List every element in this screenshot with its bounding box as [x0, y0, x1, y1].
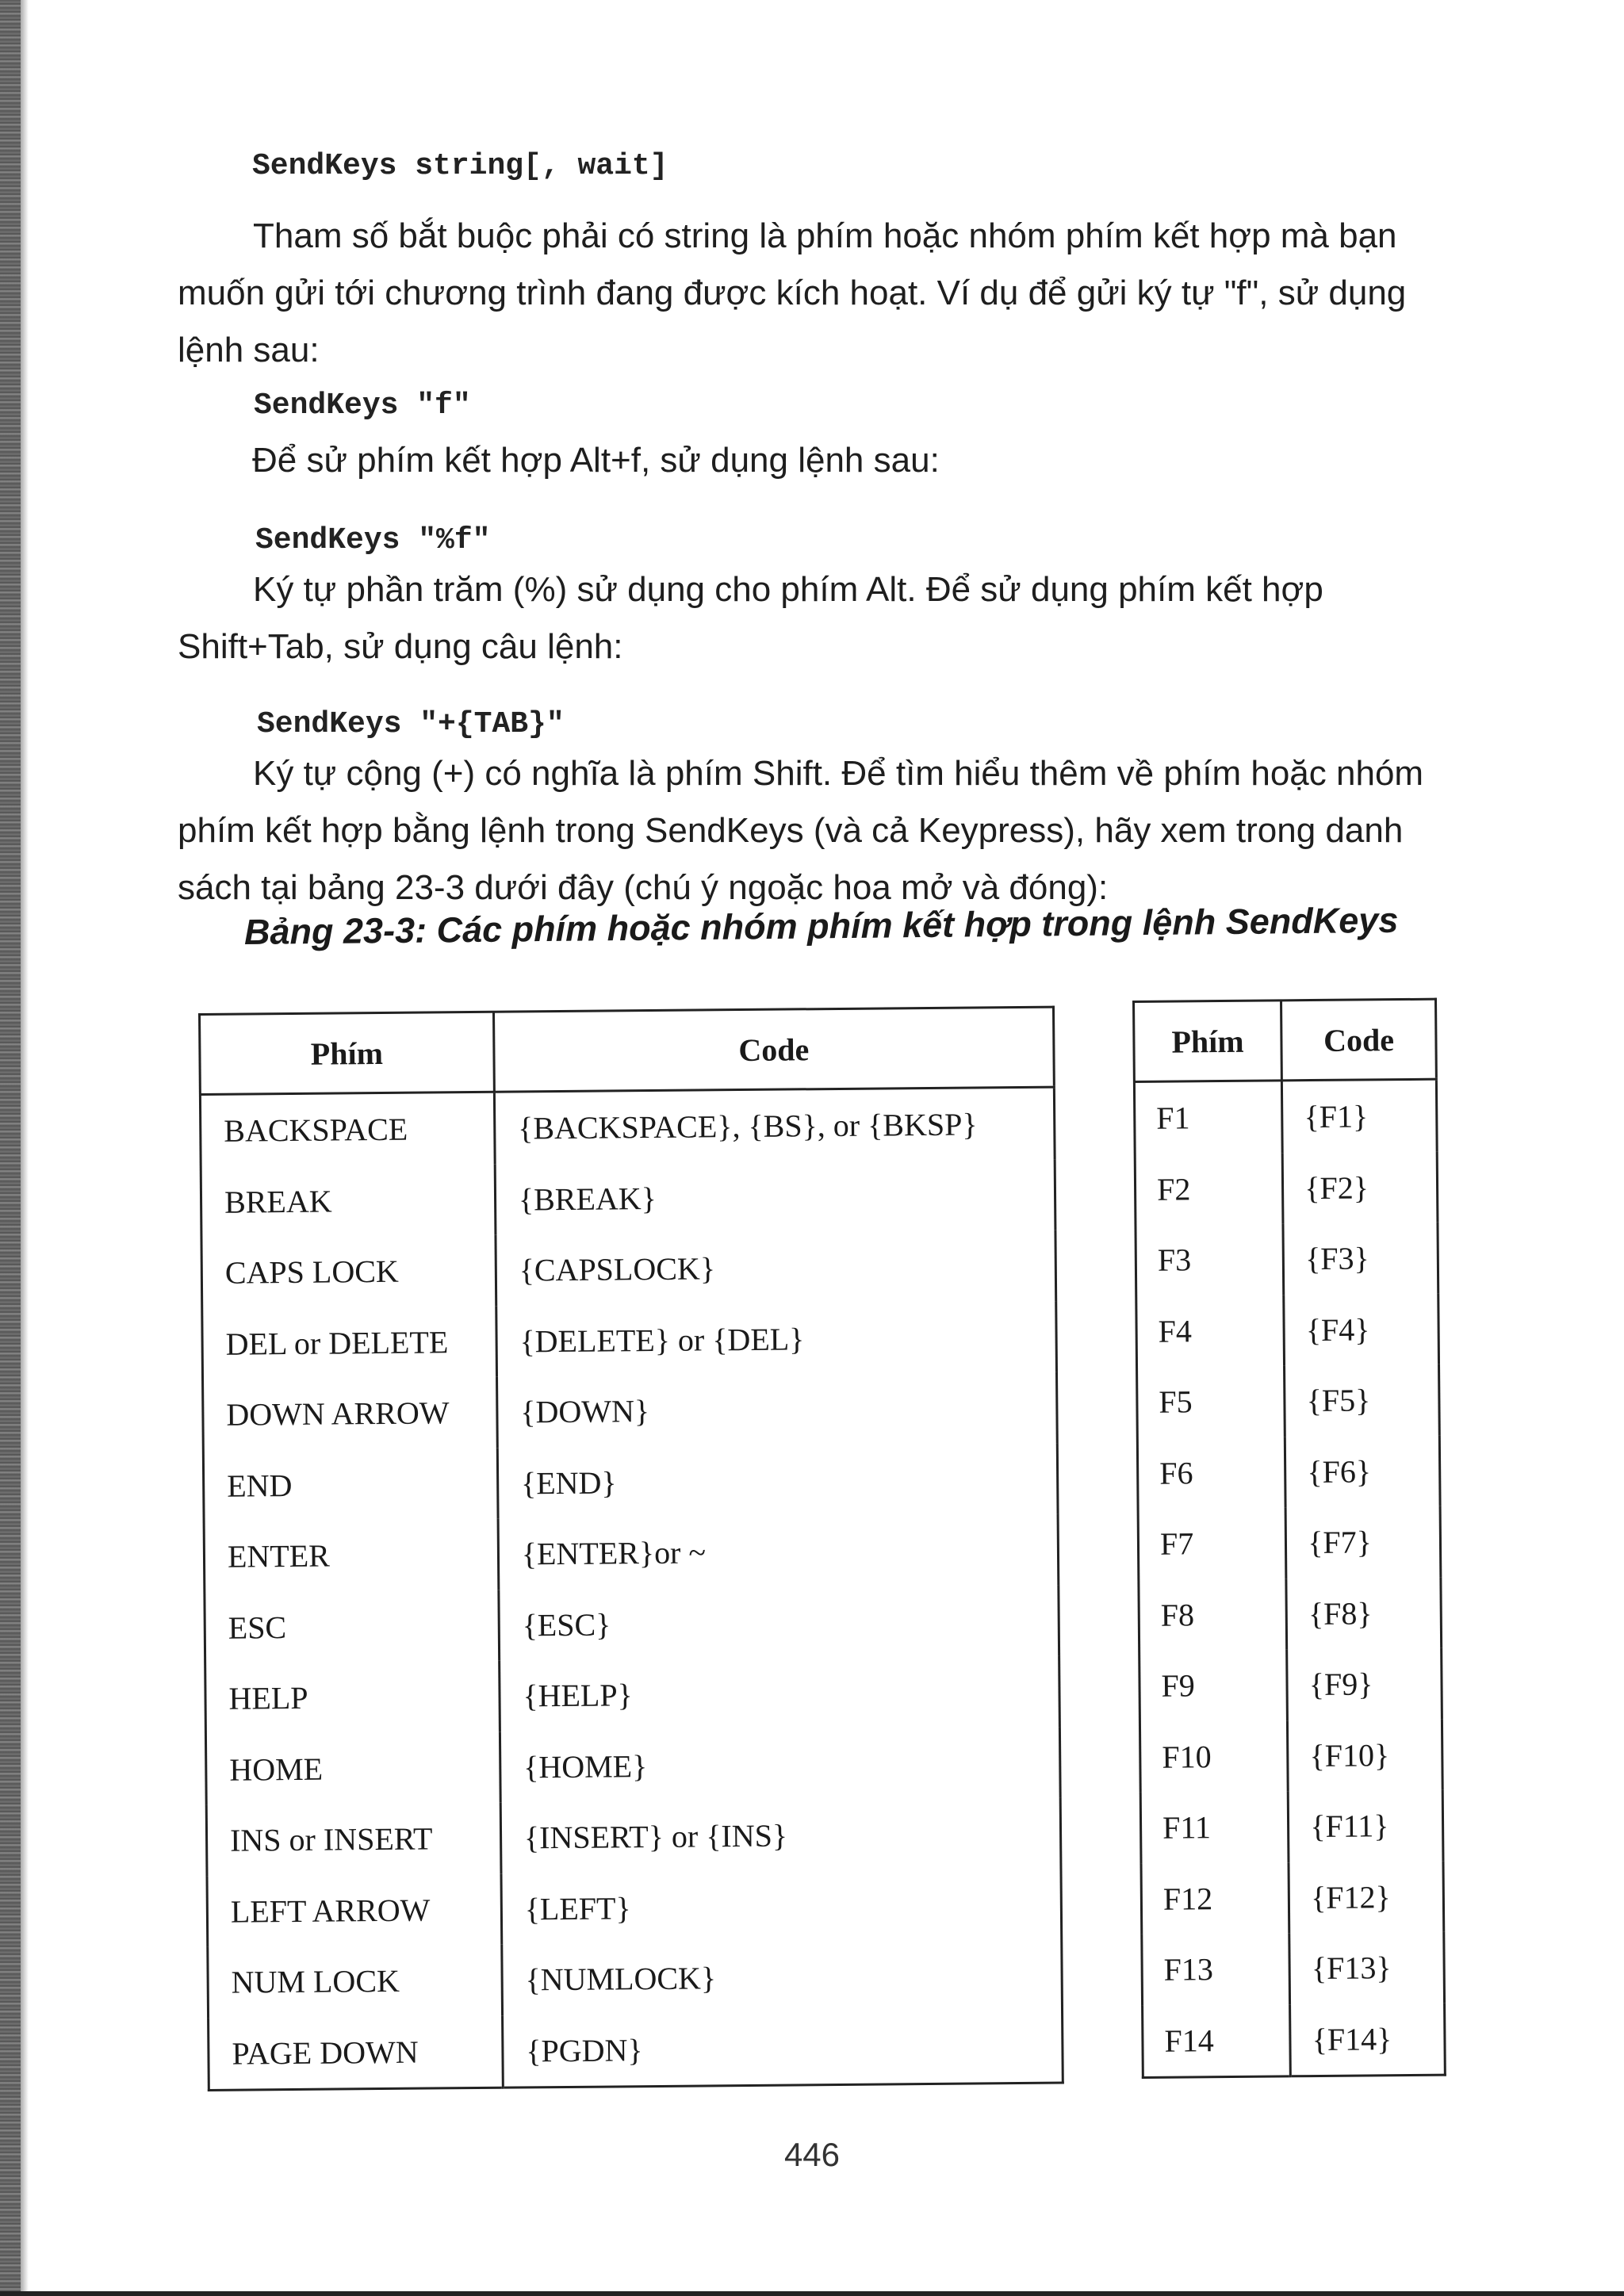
- page-number: 446: [783, 2136, 841, 2173]
- table-row: [202, 1301, 1057, 1380]
- code-cell: {F6}: [1307, 1453, 1372, 1490]
- table-row: [1138, 1506, 1441, 1580]
- table-row: [1134, 1079, 1437, 1154]
- code-cell: {F3}: [1304, 1240, 1369, 1277]
- scan-binding-edge: [0, 0, 21, 2296]
- table-row: [1137, 1364, 1440, 1438]
- key-cell: F5: [1137, 1365, 1285, 1437]
- table-row: [206, 1798, 1061, 1877]
- table-row: [209, 2011, 1063, 2090]
- code-cell: {LEFT}: [524, 1890, 631, 1927]
- table-row: [205, 1585, 1059, 1663]
- table-row: [205, 1727, 1060, 1805]
- table-row: [207, 1869, 1062, 1947]
- key-cell: F4: [1136, 1295, 1285, 1367]
- key-cell: DOWN ARROW: [203, 1377, 498, 1451]
- scan-bottom-edge: [0, 2291, 1624, 2296]
- code-cell: {NUMLOCK}: [525, 1960, 717, 1998]
- code-cell: {ESC}: [522, 1606, 611, 1644]
- table-row: [201, 1159, 1055, 1238]
- code-cell: {INSERT} or {INS}: [523, 1817, 788, 1856]
- code-cell: {F1}: [1304, 1098, 1369, 1135]
- key-cell: CAPS LOCK: [201, 1235, 496, 1309]
- table-row: [1139, 1648, 1442, 1722]
- table-row: [1139, 1577, 1442, 1651]
- key-cell: F1: [1134, 1081, 1282, 1154]
- key-cell: ENTER: [204, 1519, 499, 1593]
- code-cell: {F8}: [1308, 1595, 1373, 1632]
- sendkeys-table-function-keys: [1132, 998, 1446, 2079]
- key-cell: BACKSPACE: [200, 1092, 495, 1166]
- table-row: [203, 1443, 1058, 1521]
- table-caption: Bảng 23-3: Các phím hoặc nhóm phím kết hợp trong lệnh SendKeys: [243, 899, 1399, 952]
- code-cell: {F9}: [1308, 1666, 1373, 1703]
- key-cell: F2: [1135, 1153, 1283, 1225]
- code-cell: {HELP}: [523, 1677, 633, 1714]
- table-row: [201, 1230, 1056, 1309]
- table-row: [204, 1514, 1059, 1593]
- code-example-2: SendKeys "%f": [255, 523, 491, 557]
- code-cell: {ENTER}or ~: [521, 1534, 707, 1572]
- code-cell: {F2}: [1304, 1169, 1369, 1206]
- code-example-1: SendKeys "f": [254, 388, 471, 423]
- code-cell: {HOME}: [523, 1747, 648, 1785]
- table-row: [1136, 1223, 1438, 1296]
- table-row: [200, 1087, 1055, 1166]
- key-cell: PAGE DOWN: [209, 2015, 504, 2090]
- table-row: [1141, 1861, 1444, 1934]
- table-row: [1137, 1435, 1440, 1509]
- key-cell: LEFT ARROW: [207, 1873, 502, 1947]
- paragraph-2: Để sử phím kết hợp Alt+f, sử dụng lệnh sau:: [252, 441, 940, 480]
- table-row: [208, 1940, 1063, 2019]
- key-cell: HELP: [205, 1661, 500, 1735]
- key-cell: NUM LOCK: [208, 1945, 503, 2019]
- code-cell: {F14}: [1312, 2020, 1392, 2057]
- paragraph-1: Tham số bắt buộc phải có string là phím hoặc nhóm phím kết hợp mà bạn muốn gửi tới chương trình đang được kích hoạt. Ví dụ để gửi ký tự "f", sử dụng lệnh sau:: [178, 216, 1407, 369]
- key-cell: HOME: [205, 1732, 500, 1805]
- table-row: [1143, 2003, 1446, 2077]
- code-cell: {DOWN}: [520, 1393, 650, 1430]
- code-cell: {BREAK}: [518, 1180, 657, 1218]
- code-cell: {F5}: [1306, 1382, 1371, 1419]
- key-cell: F7: [1138, 1507, 1286, 1579]
- key-cell: ESC: [205, 1590, 500, 1663]
- sendkeys-table-main: [198, 1006, 1064, 2091]
- code-cell: {F7}: [1308, 1524, 1373, 1561]
- table-row: [1140, 1790, 1443, 1864]
- paragraph-4: Ký tự cộng (+) có nghĩa là phím Shift. Để tìm hiểu thêm về phím hoặc nhóm phím kết hợp bằng lệnh trong SendKeys (và cả Keypress), hãy xem trong danh sách tại bảng 23-3 dưới đây (chú ý ngoặc hoa mở và đóng):: [178, 754, 1424, 907]
- key-cell: END: [203, 1448, 498, 1521]
- header-key: Phím: [1134, 1001, 1282, 1082]
- header-code: Code: [493, 1007, 1054, 1092]
- key-cell: F8: [1139, 1578, 1287, 1651]
- table-row: [205, 1656, 1060, 1735]
- code-cell: {F11}: [1310, 1808, 1389, 1845]
- table-row: [1135, 1151, 1438, 1225]
- key-cell: F11: [1140, 1791, 1289, 1863]
- key-cell: F13: [1142, 1933, 1290, 2005]
- key-cell: INS or INSERT: [206, 1803, 501, 1877]
- code-example-3: SendKeys "+{TAB}": [257, 707, 565, 741]
- key-cell: F10: [1139, 1720, 1288, 1793]
- key-cell: DEL or DELETE: [202, 1306, 497, 1380]
- scan-binding-shadow: [21, 0, 29, 2296]
- key-cell: BREAK: [201, 1164, 496, 1238]
- table-row: [1136, 1293, 1439, 1367]
- key-cell: F14: [1143, 2004, 1291, 2078]
- key-cell: F12: [1141, 1862, 1289, 1934]
- key-cell: F6: [1137, 1437, 1285, 1509]
- code-cell: {CAPSLOCK}: [519, 1250, 716, 1288]
- code-cell: {END}: [520, 1464, 617, 1502]
- key-cell: F3: [1136, 1223, 1284, 1295]
- header-key: Phím: [200, 1012, 495, 1094]
- table-row: [203, 1372, 1058, 1451]
- syntax-line: SendKeys string[, wait]: [252, 149, 668, 183]
- code-cell: {PGDN}: [526, 2031, 643, 2069]
- code-cell: {F10}: [1309, 1736, 1390, 1774]
- code-cell: {F12}: [1310, 1878, 1391, 1915]
- header-code: Code: [1281, 999, 1437, 1081]
- paragraph-3: Ký tự phần trăm (%) sử dụng cho phím Alt. Để sử dụng phím kết hợp Shift+Tab, sử dụng câu lệnh:: [178, 570, 1323, 666]
- table-row: [1139, 1719, 1442, 1793]
- code-cell: {DELETE} or {DEL}: [519, 1321, 805, 1360]
- key-cell: F9: [1139, 1649, 1288, 1721]
- table-row: [1142, 1932, 1445, 2006]
- code-cell: {BACKSPACE}, {BS}, or {BKSP}: [517, 1106, 978, 1146]
- code-cell: {F13}: [1311, 1950, 1392, 1987]
- code-cell: {F4}: [1305, 1311, 1370, 1348]
